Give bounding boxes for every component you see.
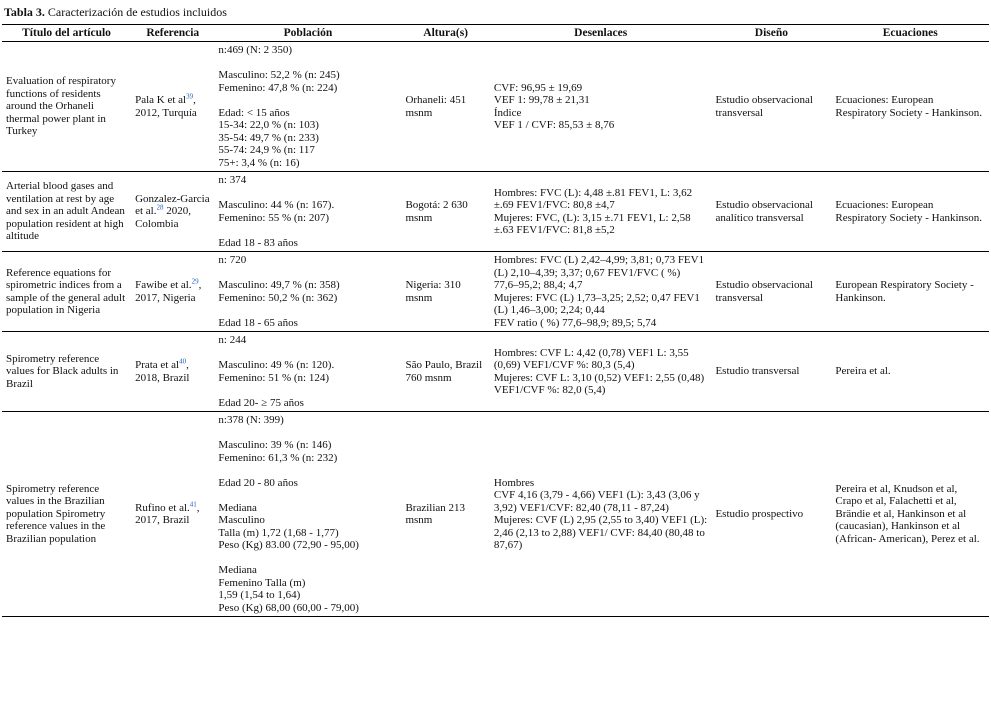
poblacion-line: 15-34: 22,0 % (n: 103) [218,119,319,131]
poblacion-line: Femenino: 51 % (n: 124) [218,371,330,384]
poblacion-line: Femenino: 55 % (n: 207) [218,211,330,224]
poblacion-line: Peso (Kg) 83.00 (72,90 - 95,00) [218,539,359,551]
cell-desenlaces: Hombres: FVC (L): 4,48 ±.81 FEV1, L: 3,62 ±.69 FEV1/FVC: 80,8 ±4,7 Mujeres: FVC, (L): 3,15 ±.71 FEV1, L: 2,58 ±.63 FEV1/FVC: 81,8 ±5,2 [490,172,712,252]
table-body [2,42,989,617]
table-row [2,412,989,617]
poblacion-line: Peso (Kg) 68,00 (60,00 - 79,00) [218,601,359,614]
cell-altura: Nigeria: 310 msnm [401,252,489,332]
ref-author: Fawibe et al. [135,279,192,291]
cell-titulo: Spirometry reference values for Black adults in Brazil [2,332,131,412]
ref-citation-number[interactable]: 41 [189,499,197,508]
poblacion-line: Masculino: 39 % (n: 146) [218,439,332,451]
ref-year-country: , 2012, Turquía [135,94,197,119]
header-referencia: Referencia [131,25,214,42]
poblacion-line: Masculino: 49 % (n: 120). [218,359,335,371]
cell-diseno: Estudio transversal [711,332,831,412]
cell-titulo: Evaluation of respiratory functions of residents around the Orhaneli thermal power plant in Turkey [2,42,131,172]
table-caption-text: Caracterización de estudios incluidos [44,5,227,19]
ref-citation-number[interactable]: 28 [156,203,164,212]
poblacion-line: 75+: 3,4 % (n: 16) [218,156,300,169]
poblacion-line [218,94,397,107]
header-diseno: Diseño [711,25,831,42]
header-ecuaciones: Ecuaciones [831,25,989,42]
poblacion-line: Femenino: 61,3 % (n: 232) [218,451,338,464]
cell-poblacion [214,42,401,172]
cell-poblacion [214,332,401,412]
poblacion-line: Femenino: 47,8 % (n: 224) [218,81,338,94]
poblacion-line [218,384,397,397]
poblacion-line [218,347,397,360]
ref-author: Pala K et al [135,94,187,106]
poblacion-line [218,57,397,70]
poblacion-line: n: 244 [218,334,247,346]
cell-ecuaciones: Ecuaciones: European Respiratory Society - Hankinson. [831,42,989,172]
cell-ecuaciones: European Respiratory Society - Hankinson. [831,252,989,332]
table-header-row [2,25,989,42]
cell-ecuaciones: Pereira et al. [831,332,989,412]
poblacion-line [218,489,397,502]
poblacion-line: Edad 18 - 83 años [218,236,298,249]
cell-altura: Brazilian 213 msnm [401,412,489,617]
poblacion-line: Edad 20- ≥ 75 años [218,396,304,409]
poblacion-line: 55-74: 24,9 % (n: 117 [218,144,315,156]
poblacion-line: Femenino Talla (m) [218,576,306,589]
table-caption [4,5,227,19]
poblacion-line [218,304,397,317]
cell-referencia [131,332,214,412]
table-row [2,172,989,252]
poblacion-line: n: 374 [218,174,247,186]
cell-desenlaces: Hombres: CVF L: 4,42 (0,78) VEF1 L: 3,55 (0,69) VEF1/CVF %: 80,3 (5,4) Mujeres: CVF L: 3,10 (0,52) VEF1: 2,55 (0,48) VEF1/CVF %: 82,0 (5,4) [490,332,712,412]
poblacion-line [218,267,397,280]
poblacion-line: Masculino: 52,2 % (n: 245) [218,69,340,81]
poblacion-line: Mediana [218,501,257,514]
cell-referencia [131,172,214,252]
poblacion-line: Mediana [218,564,257,576]
poblacion-line [218,552,397,565]
header-altura: Altura(s) [401,25,489,42]
poblacion-line: Edad 20 - 80 años [218,476,298,489]
poblacion-line [218,224,397,237]
cell-altura: Bogotá: 2 630 msnm [401,172,489,252]
cell-diseno: Estudio observacional analítico transversal [711,172,831,252]
table-caption-label: Tabla 3. [4,5,45,19]
poblacion-line: n: 720 [218,254,247,266]
table-row [2,252,989,332]
cell-diseno: Estudio observacional transversal [711,252,831,332]
cell-altura: Orhaneli: 451 msnm [401,42,489,172]
cell-referencia [131,252,214,332]
cell-diseno: Estudio observacional transversal [711,42,831,172]
poblacion-line: n:469 (N: 2 350) [218,44,293,56]
cell-poblacion [214,412,401,617]
poblacion-line: n:378 (N: 399) [218,414,284,426]
ref-year-country: , 2018, Brazil [135,359,190,384]
ref-citation-number[interactable]: 39 [186,92,194,101]
header-desenlaces: Desenlaces [490,25,712,42]
ref-citation-number[interactable]: 29 [191,277,199,286]
cell-diseno: Estudio prospectivo [711,412,831,617]
poblacion-line [218,464,397,477]
poblacion-line: Edad: < 15 años [218,106,290,119]
cell-titulo: Spirometry reference values in the Brazilian population Spirometry reference values in the Brazilian population [2,412,131,617]
header-poblacion: Población [214,25,401,42]
ref-author: Rufino et al. [135,501,190,514]
ref-author: Gonzalez-Garcia et al. [135,192,210,218]
table-row [2,42,989,172]
poblacion-line [218,427,397,440]
poblacion-line: 1,59 (1,54 to 1,64) [218,589,301,601]
poblacion-line: Masculino: 44 % (n: 167). [218,199,335,211]
cell-titulo: Arterial blood gases and ventilation at rest by age and sex in an adult Andean population resident at high altitude [2,172,131,252]
poblacion-line: Masculino: 49,7 % (n: 358) [218,279,340,291]
poblacion-line: Talla (m) 1,72 (1,68 - 1,77) [218,526,339,539]
cell-ecuaciones: Ecuaciones: European Respiratory Society - Hankinson. [831,172,989,252]
cell-titulo: Reference equations for spirometric indices from a sample of the general adult population in Nigeria [2,252,131,332]
ref-year-country: , 2017, Brazil [135,501,200,526]
cell-referencia [131,42,214,172]
cell-poblacion [214,172,401,252]
studies-table [2,24,989,617]
cell-poblacion [214,252,401,332]
poblacion-line: 35-54: 49,7 % (n: 233) [218,131,319,144]
poblacion-line [218,187,397,200]
ref-citation-number[interactable]: 40 [179,357,187,366]
cell-desenlaces: Hombres CVF 4,16 (3,79 - 4,66) VEF1 (L): 3,43 (3,06 y 3,92) VEF1/CVF: 82,40 (78,11 - 87,24) Mujeres: CVF (L) 2,95 (2,55 to 3,40) VEF1 (L): 2,46 (2,13 to 2,88) VEF1/ CVF: 84,40 (80,48 to 87,67) [490,412,712,617]
poblacion-line: Femenino: 50,2 % (n: 362) [218,291,338,304]
table-row [2,332,989,412]
cell-ecuaciones: Pereira et al, Knudson et al, Crapo et al, Falachetti et al, Brändie et al, Hankinson et al (caucasian), Hankinson et al (African- American), Perez et al. [831,412,989,617]
cell-altura: São Paulo, Brazil 760 msnm [401,332,489,412]
header-titulo: Título del artículo [2,25,131,42]
poblacion-line: Masculino [218,514,265,526]
cell-referencia [131,412,214,617]
poblacion-line: Edad 18 - 65 años [218,316,298,329]
ref-author: Prata et al [135,359,180,371]
ref-year-country: 2020, Colombia [135,205,191,230]
cell-desenlaces: Hombres: FVC (L) 2,42–4,99; 3,81; 0,73 FEV1 (L) 2,10–4,39; 3,37; 0,67 FEV1/FVC ( %) 77,6–95,2; 88,4; 4,7 Mujeres: FVC (L) 1,73–3,25; 2,52; 0,47 FEV1 (L) 1,46–3,00; 2,24; 0,44 FEV ratio ( %) 77,6–98,9; 89,5; 5,74 [490,252,712,332]
cell-desenlaces: CVF: 96,95 ± 19,69 VEF 1: 99,78 ± 21,31 Índice VEF 1 / CVF: 85,53 ± 8,76 [490,42,712,172]
ref-year-country: , 2017, Nigeria [135,279,202,304]
